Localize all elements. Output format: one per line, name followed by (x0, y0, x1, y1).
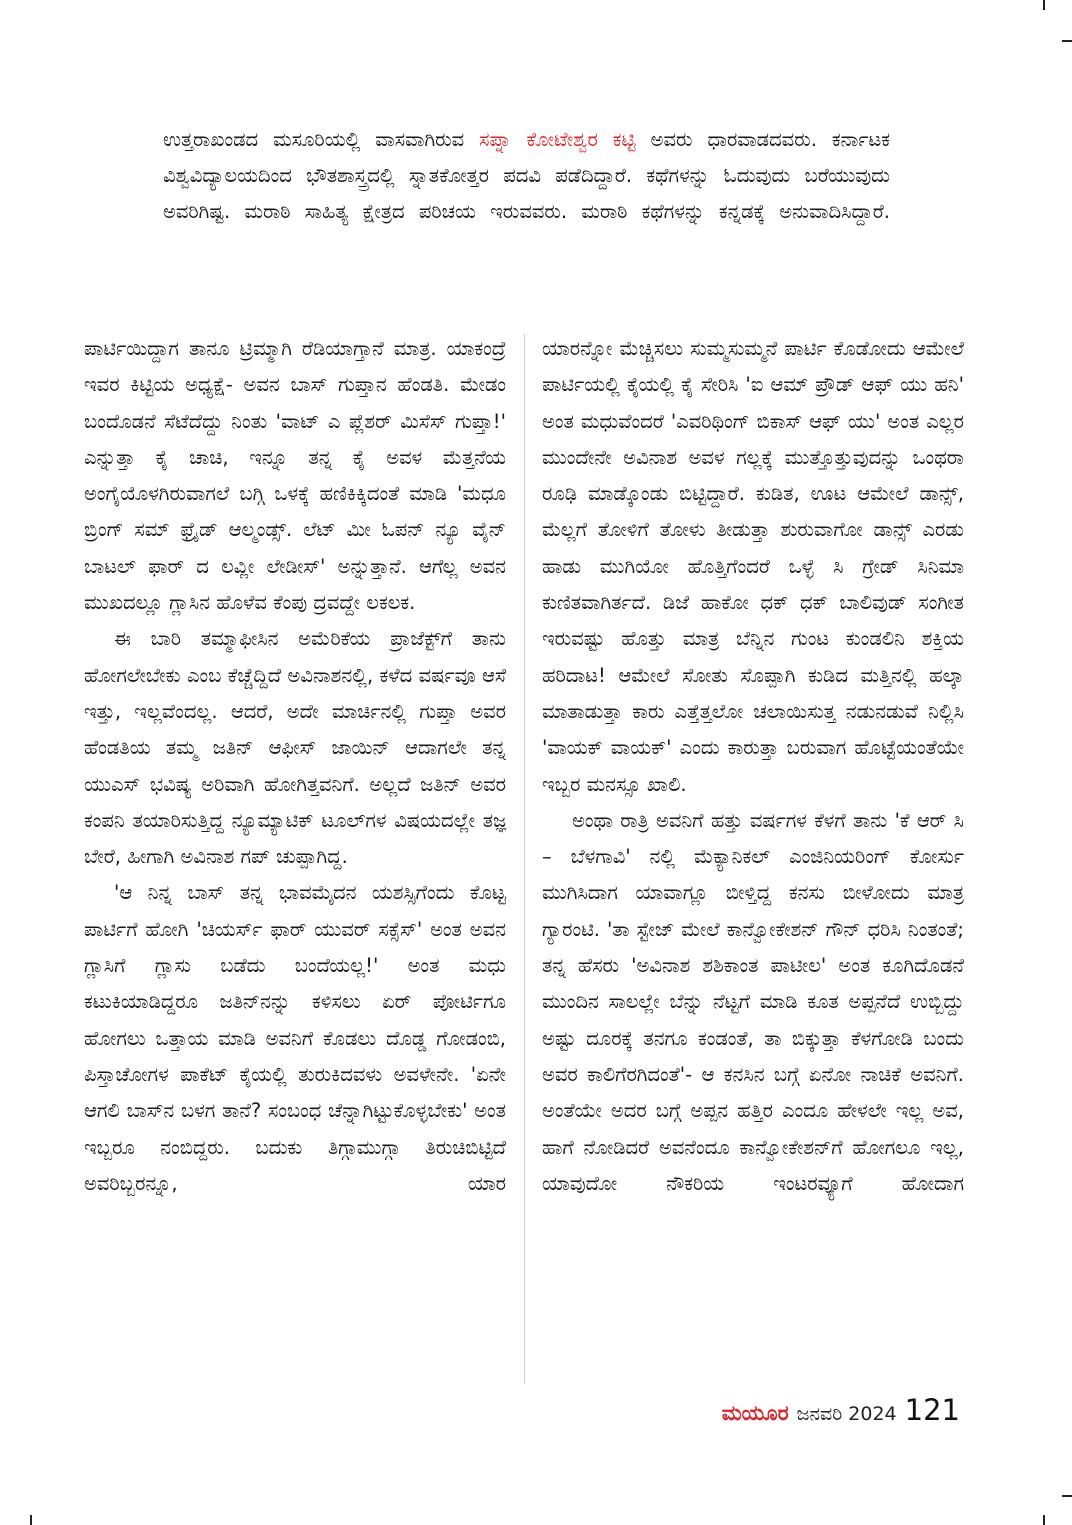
bio-prefix: ಉತ್ತರಾಖಂಡದ ಮಸೂರಿಯಲ್ಲಿ ವಾಸವಾಗಿರುವ (163, 128, 480, 151)
magazine-logo: ಮಯೂರ (721, 1401, 789, 1425)
author-name: ಸಪ್ನಾ ಕೋಟೇಶ್ವರ ಕಟ್ಟಿ (479, 128, 636, 151)
crop-mark-bottom-left (30, 1515, 32, 1525)
paragraph: ಪಾರ್ಟಿಯಿದ್ದಾಗ ತಾನೂ ಟ್ರಿಮ್ಮಾಗಿ ರೆಡಿಯಾಗ್ತಾನೆ ಮಾತ್ರ. ಯಾಕಂದ್ರೆ ಇವರ ಕಿಟ್ಟಿಯ ಅಧ್ಯಕ್ಷೆ- ಅವನ ಬಾಸ್ ಗುಪ್ತಾನ ಹೆಂಡತಿ. ಮೇಡಂ ಬಂದೊಡನೆ ಸೆಟೆದೆದ್ದು ನಿಂತು 'ವಾಟ್ ಎ ಪ್ಲೆಶರ್ ಮಿಸೆಸ್ ಗುಪ್ತಾ!' ಎನ್ನುತ್ತಾ ಕೈ ಚಾಚಿ, ಇನ್ನೂ ತನ್ನ ಕೈ ಅವಳ ಮೆತ್ತನೆಯ ಅಂಗೈಯೊಳಗಿರುವಾಗಲೆ ಬಗ್ಗಿ ಒಳಕ್ಕೆ ಹಣಿಕಿಕ್ಕಿದಂತೆ ಮಾಡಿ 'ಮಧೂ ಬ್ರಿಂಗ್ ಸಮ್ ಫ್ರೈಡ್ ಆಲ್ಮಂಡ್ಸ್. ಲೆಟ್ ಮೀ ಓಪನ್ ನ್ಯೂ ವೈನ್ ಬಾಟಲ್ ಫಾರ್ ದ ಲವ್ಲೀ ಲೇಡೀಸ್' ಅನ್ನುತ್ತಾನೆ. ಆಗೆಲ್ಲ ಅವನ ಮುಖದಲ್ಲೂ ಗ್ಲಾಸಿನ ಹೊಳೆವ ಕೆಂಪು ದ್ರವದ್ದೇ ಲಕಲಕ. (84, 337, 506, 615)
author-bio (163, 122, 890, 230)
story-column-right (542, 331, 964, 1202)
page-footer (722, 1393, 960, 1429)
paragraph: 'ಆ ನಿನ್ನ ಬಾಸ್ ತನ್ನ ಭಾವಮೈದನ ಯಶಸ್ಸಿಗೆಂದು ಕೊಟ್ಟ ಪಾರ್ಟಿಗೆ ಹೋಗಿ 'ಚಿಯರ್ಸ್ ಫಾರ್ ಯುವರ್ ಸಕ್ಸೆಸ್' ಅಂತ ಅವನ ಗ್ಲಾಸಿಗೆ ಗ್ಲಾಸು ಬಡೆದು ಬಂದೆಯಲ್ಲ!' ಅಂತ ಮಧು ಕಟುಕಿಯಾಡಿದ್ದರೂ ಜತಿನ್‌ನನ್ನು ಕಳಿಸಲು ಏರ್ ಪೋರ್ಟಿಗೂ ಹೋಗಲು ಒತ್ತಾಯ ಮಾಡಿ ಅವನಿಗೆ ಕೊಡಲು ದೊಡ್ಡ ಗೋಡಂಬಿ, ಪಿಸ್ತಾಚೋಗಳ ಪಾಕೆಟ್ ಕೈಯಲ್ಲಿ ತುರುಕಿದವಳು ಅವಳೇನೇ. 'ಏನೇ ಆಗಲಿ ಬಾಸ್‌ನ ಬಳಗ ತಾನೆ? ಸಂಬಂಧ ಚೆನ್ನಾಗಿಟ್ಟುಕೊಳ್ಳಬೇಕು' ಅಂತ ಇಬ್ಬರೂ ನಂಬಿದ್ದರು. ಬದುಕು ತಿಗ್ಗಾಮುಗ್ಗಾ ತಿರುಚಿಬಿಟ್ಟಿದೆ ಅವರಿಬ್ಬರನ್ನೂ, ಯಾರ (84, 881, 506, 1195)
crop-mark-right-lower (1062, 1495, 1072, 1497)
story-column-left (84, 331, 506, 1202)
page-number: 121 (904, 1393, 960, 1427)
crop-mark-bottom-right (1043, 1515, 1045, 1525)
paragraph: ಈ ಬಾರಿ ತಮ್ಮಾಫೀಸಿನ ಅಮೆರಿಕೆಯ ಪ್ರಾಜೆಕ್ಟ್‌ಗೆ ತಾನು ಹೋಗಲೇಬೇಕು ಎಂಬ ಕೆಚ್ಚೆದ್ದಿದೆ ಅವಿನಾಶನಲ್ಲಿ, ಕಳೆದ ವರ್ಷವೂ ಆಸೆ ಇತ್ತು, ಇಲ್ಲವೆಂದಲ್ಲ. ಆದರೆ, ಅದೇ ಮಾರ್ಚಿನಲ್ಲಿ ಗುಪ್ತಾ ಅವರ ಹೆಂಡತಿಯ ತಮ್ಮ ಜತಿನ್ ಆಫೀಸ್ ಜಾಯಿನ್ ಆದಾಗಲೇ ತನ್ನ ಯುಎಸ್ ಭವಿಷ್ಯ ಅರಿವಾಗಿ ಹೋಗಿತ್ತವನಿಗೆ. ಅಲ್ಲದೆ ಜತಿನ್ ಅವರ ಕಂಪನಿ ತಯಾರಿಸುತ್ತಿದ್ದ ನ್ಯೂಮ್ಯಾಟಿಕ್ ಟೂಲ್‌ಗಳ ವಿಷಯದಲ್ಲೇ ತಜ್ಞ ಬೇರೆ, ಹೀಗಾಗಿ ಅವಿನಾಶ ಗಪ್ ಚುಪ್ಪಾಗಿದ್ದ. (84, 627, 506, 869)
column-divider (524, 334, 525, 1384)
bio-suffix: ಅವರು ಧಾರವಾಡದವರು. ಕರ್ನಾಟಕ ವಿಶ್ವವಿದ್ಯಾಲಯದಿಂದ ಭೌತಶಾಸ್ತ್ರದಲ್ಲಿ ಸ್ನಾತಕೋತ್ತರ ಪದವಿ ಪಡೆದಿದ್ದಾರೆ. ಕಥೆಗಳನ್ನು ಓದುವುದು ಬರೆಯುವುದು ಅವರಿಗಿಷ್ಟ. ಮರಾಠಿ ಸಾಹಿತ್ಯ ಕ್ಷೇತ್ರದ ಪರಿಚಯ ಇರುವವರು. ಮರಾಠಿ ಕಥೆಗಳನ್ನು ಕನ್ನಡಕ್ಕೆ ಅನುವಾದಿಸಿದ್ದಾರೆ. (163, 128, 890, 223)
paragraph: ಯಾರನ್ನೋ ಮೆಚ್ಚಿಸಲು ಸುಮ್ಮಸುಮ್ಮನೆ ಪಾರ್ಟಿ ಕೊಡೋದು ಆಮೇಲೆ ಪಾರ್ಟಿಯಲ್ಲಿ ಕೈಯಲ್ಲಿ ಕೈ ಸೇರಿಸಿ 'ಐ ಆಮ್ ಪ್ರೌಡ್ ಆಫ್ ಯು ಹನಿ' ಅಂತ ಮಧುವೆಂದರೆ 'ಎವರಿಥಿಂಗ್ ಬಿಕಾಸ್ ಆಫ್ ಯು' ಅಂತ ಎಲ್ಲರ ಮುಂದೇನೇ ಅವಿನಾಶ ಅವಳ ಗಲ್ಲಕ್ಕೆ ಮುತ್ತೊತ್ತುವುದನ್ನು ಒಂಥರಾ ರೂಢಿ ಮಾಡ್ಕೊಂಡು ಬಿಟ್ಟಿದ್ದಾರೆ. ಕುಡಿತ, ಊಟ ಆಮೇಲೆ ಡಾನ್ಸ್, ಮೆಲ್ಲಗೆ ತೋಳಿಗೆ ತೋಳು ತೀಡುತ್ತಾ ಶುರುವಾಗೋ ಡಾನ್ಸ್ ಎರಡು ಹಾಡು ಮುಗಿಯೋ ಹೊತ್ತಿಗೆಂದರೆ ಒಳ್ಳೆ ಸಿ ಗ್ರೇಡ್ ಸಿನಿಮಾ ಕುಣಿತವಾಗಿರ್ತದೆ. ಡಿಜೆ ಹಾಕೋ ಧಕ್ ಧಕ್ ಬಾಲಿವುಡ್ ಸಂಗೀತ ಇರುವಷ್ಟು ಹೊತ್ತು ಮಾತ್ರ ಬೆನ್ನಿನ ಗುಂಟ ಕುಂಡಲಿನಿ ಶಕ್ತಿಯ ಹರಿದಾಟ! ಆಮೇಲೆ ಸೋತು ಸೊಪ್ಪಾಗಿ ಕುಡಿದ ಮತ್ತಿನಲ್ಲಿ ಹಲ್ಕಾ ಮಾತಾಡುತ್ತಾ ಕಾರು ಎತ್ತೆತ್ತಲೋ ಚಲಾಯಿಸುತ್ತ ನಡುನಡುವೆ ನಿಲ್ಲಿಸಿ 'ವಾಯಕ್ ವಾಯಕ್' ಎಂದು ಕಾರುತ್ತಾ ಬರುವಾಗ ಹೊಟ್ಟೆಯಂತೆಯೇ ಇಬ್ಬರ ಮನಸ್ಸೂ ಖಾಲಿ. (542, 337, 964, 796)
crop-mark-right-upper (1062, 40, 1072, 42)
issue-date: ಜನವರಿ 2024 (796, 1403, 897, 1425)
paragraph: ಅಂಥಾ ರಾತ್ರಿ ಅವನಿಗೆ ಹತ್ತು ವರ್ಷಗಳ ಕೆಳಗೆ ತಾನು 'ಕೆ ಆರ್ ಸಿ – ಬೆಳಗಾವಿ' ನಲ್ಲಿ ಮೆಕ್ಯಾನಿಕಲ್ ಎಂಜಿನಿಯರಿಂಗ್ ಕೋರ್ಸು ಮುಗಿಸಿದಾಗ ಯಾವಾಗ್ಲೂ ಬೀಳ್ತಿದ್ದ ಕನಸು ಬೀಳೋದು ಮಾತ್ರ ಗ್ಯಾರಂಟಿ. 'ತಾ ಸ್ಟೇಜ್ ಮೇಲೆ ಕಾನ್ವೋಕೇಶನ್ ಗೌನ್ ಧರಿಸಿ ನಿಂತಂತೆ; ತನ್ನ ಹೆಸರು 'ಅವಿನಾಶ ಶಶಿಕಾಂತ ಪಾಟೀಲ' ಅಂತ ಕೂಗಿದೊಡನೆ ಮುಂದಿನ ಸಾಲಲ್ಲೇ ಬೆನ್ನು ನೆಟ್ಟಗೆ ಮಾಡಿ ಕೂತ ಅಪ್ಪನೆದೆ ಉಬ್ಬಿದ್ದು ಅಷ್ಟು ದೂರಕ್ಕೆ ತನಗೂ ಕಂಡಂತೆ, ತಾ ಬಿಕ್ಕುತ್ತಾ ಕೆಳಗೋಡಿ ಬಂದು ಅವರ ಕಾಲಿಗೆರಗಿದಂತೆ'- ಆ ಕನಸಿನ ಬಗ್ಗೆ ಏನೋ ನಾಚಿಕೆ ಅವನಿಗೆ. ಅಂತೆಯೇ ಅದರ ಬಗ್ಗೆ ಅಪ್ಪನ ಹತ್ತಿರ ಎಂದೂ ಹೇಳಲೇ ಇಲ್ಲ ಅವ, ಹಾಗೆ ನೋಡಿದರೆ ಅವನೆಂದೂ ಕಾನ್ವೋಕೇಶನ್‌ಗೆ ಹೋಗಲೂ ಇಲ್ಲ, ಯಾವುದೋ ನೌಕರಿಯ ಇಂಟರವ್ಯೂಗೆ ಹೋದಾಗ (542, 808, 964, 1195)
crop-mark-top-right (1043, 0, 1045, 10)
